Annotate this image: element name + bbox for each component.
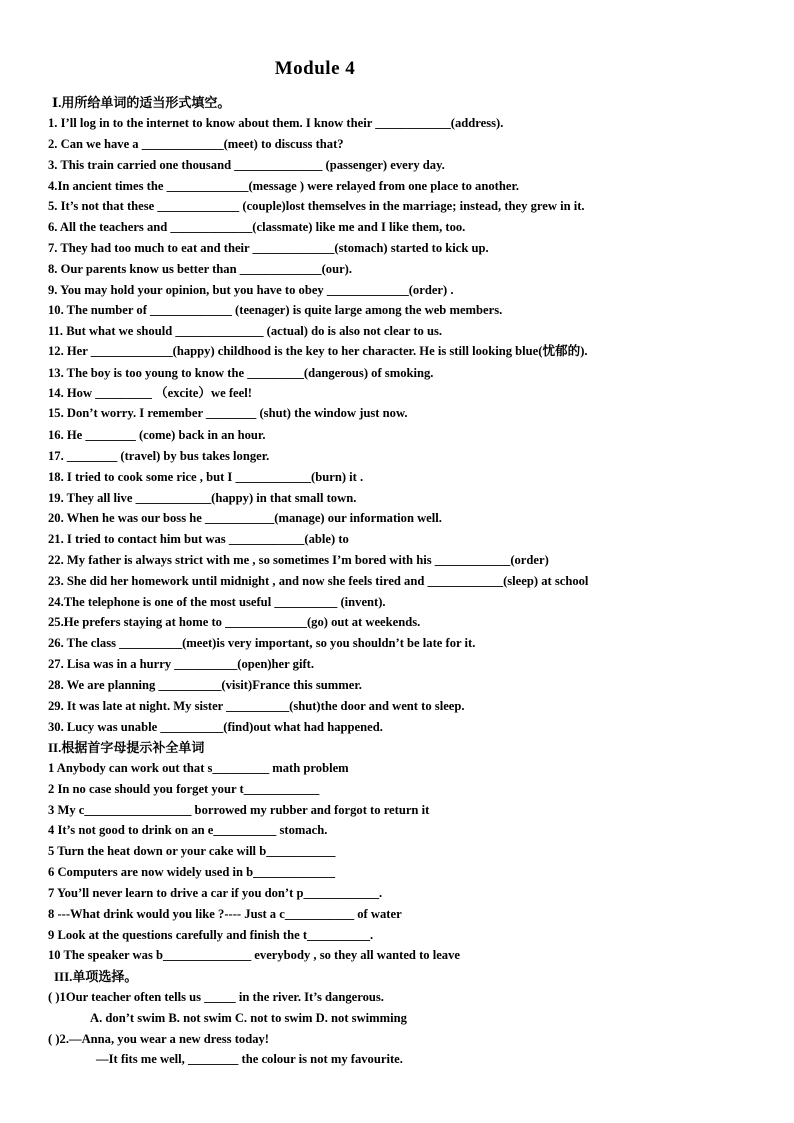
exercise-item: 6 Computers are now widely used in b_____________ xyxy=(48,865,335,879)
exercise-item: 10. The number of _____________ (teenager) is quite large among the web members. xyxy=(48,303,503,317)
exercise-item: 9 Look at the questions carefully and finish the t__________. xyxy=(48,928,374,942)
exercise-item: 28. We are planning __________(visit)France this summer. xyxy=(48,678,362,692)
exercise-item: 24.The telephone is one of the most useful __________ (invent). xyxy=(48,595,386,609)
section2-heading: II.根据首字母提示补全单词 xyxy=(48,740,205,755)
exercise-item: 14. How _________ （excite）we feel! xyxy=(48,386,252,400)
exercise-item: 11. But what we should ______________ (actual) do is also not clear to us. xyxy=(48,324,443,338)
section3-heading: III.单项选择。 xyxy=(54,969,138,984)
choice-options: A. don’t swim B. not swim C. not to swim D. not swimming xyxy=(90,1011,407,1025)
exercise-item: 1. I’ll log in to the internet to know about them. I know their ____________(address). xyxy=(48,116,504,130)
exercise-item: 23. She did her homework until midnight , and now she feels tired and ____________(sleep) at school xyxy=(48,574,589,588)
exercise-item: 4.In ancient times the _____________(message ) were relayed from one place to another. xyxy=(48,179,520,193)
exercise-item: 1 Anybody can work out that s_________ math problem xyxy=(48,761,349,775)
exercise-item: 8 ---What drink would you like ?---- Just a c___________ of water xyxy=(48,907,402,921)
exercise-item: 13. The boy is too young to know the _________(dangerous) of smoking. xyxy=(48,366,434,380)
exercise-item: 27. Lisa was in a hurry __________(open)her gift. xyxy=(48,657,314,671)
exercise-item: 15. Don’t worry. I remember ________ (shut) the window just now. xyxy=(48,406,408,420)
exercise-item: 3 My c_________________ borrowed my rubber and forgot to return it xyxy=(48,803,430,817)
exercise-item: 18. I tried to cook some rice , but I ____________(burn) it . xyxy=(48,470,364,484)
page-title: Module 4 xyxy=(274,58,356,79)
exercise-item: 8. Our parents know us better than _____________(our). xyxy=(48,262,353,276)
choice-question: ( )1Our teacher often tells us _____ in the river. It’s dangerous. xyxy=(48,990,384,1004)
choice-question: ( )2.—Anna, you wear a new dress today! xyxy=(48,1032,269,1046)
section1-heading: Ⅰ.用所给单词的适当形式填空。 xyxy=(52,95,231,110)
exercise-item: 17. ________ (travel) by bus takes longer. xyxy=(48,449,270,463)
exercise-item: 10 The speaker was b______________ everybody , so they all wanted to leave xyxy=(48,948,460,962)
exercise-item: 16. He ________ (come) back in an hour. xyxy=(48,428,266,442)
exercise-item: 12. Her _____________(happy) childhood is the key to her character. He is still looking blue(忧郁的). xyxy=(48,344,588,358)
exercise-item: 20. When he was our boss he ___________(manage) our information well. xyxy=(48,511,442,525)
exercise-item: 29. It was late at night. My sister __________(shut)the door and went to sleep. xyxy=(48,699,465,713)
exercise-item: 3. This train carried one thousand ______________ (passenger) every day. xyxy=(48,158,445,172)
exercise-item: 30. Lucy was unable __________(find)out what had happened. xyxy=(48,720,383,734)
exercise-item: 2 In no case should you forget your t____________ xyxy=(48,782,320,796)
exercise-item: 5. It’s not that these _____________ (couple)lost themselves in the marriage; instead, they grew in it. xyxy=(48,199,585,213)
exercise-item: 26. The class __________(meet)is very important, so you shouldn’t be late for it. xyxy=(48,636,476,650)
exercise-item: 4 It’s not good to drink on an e__________ stomach. xyxy=(48,823,328,837)
exercise-item: 5 Turn the heat down or your cake will b___________ xyxy=(48,844,336,858)
exercise-item: 7 You’ll never learn to drive a car if you don’t p____________. xyxy=(48,886,383,900)
exercise-item: 7. They had too much to eat and their _____________(stomach) started to kick up. xyxy=(48,241,489,255)
exercise-item: 6. All the teachers and _____________(classmate) like me and I like them, too. xyxy=(48,220,466,234)
exercise-item: 22. My father is always strict with me , so sometimes I’m bored with his ____________(order) xyxy=(48,553,549,567)
exercise-item: 19. They all live ____________(happy) in that small town. xyxy=(48,491,357,505)
exercise-item: 21. I tried to contact him but was ____________(able) to xyxy=(48,532,349,546)
choice-question-line: —It fits me well, ________ the colour is not my favourite. xyxy=(96,1052,403,1066)
exercise-item: 25.He prefers staying at home to _____________(go) out at weekends. xyxy=(48,615,421,629)
exercise-item: 2. Can we have a _____________(meet) to discuss that? xyxy=(48,137,344,151)
exercise-item: 9. You may hold your opinion, but you have to obey _____________(order) . xyxy=(48,283,454,297)
